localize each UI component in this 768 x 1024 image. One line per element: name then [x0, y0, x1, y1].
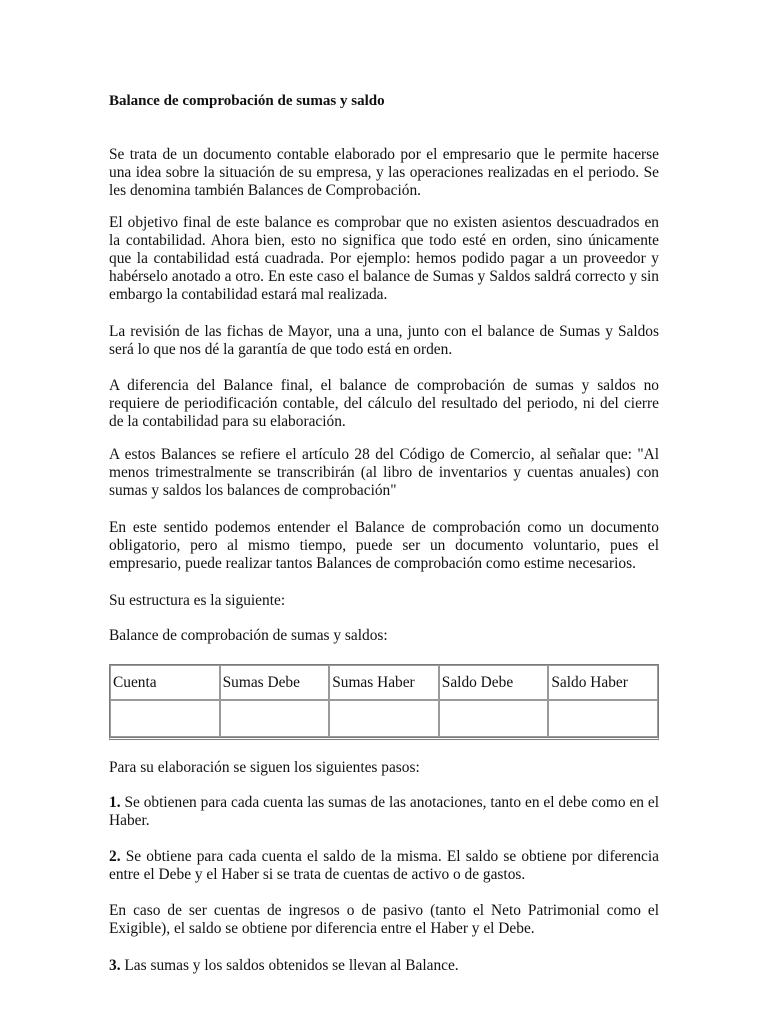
step-2 — [109, 848, 659, 884]
paragraph-definition: Se trata de un documento contable elaborado por el empresario que le permite hacerse una idea sobre la situación de su empresa, y las operaciones realizadas en el periodo. Se les denomina también Balances de Comprobación. — [109, 146, 659, 199]
document-title: Balance de comprobación de sumas y saldo — [109, 93, 385, 109]
table-header-cell: Saldo Haber — [548, 665, 658, 700]
step-number: 2. — [109, 848, 121, 865]
paragraph-income-liability-note: En caso de ser cuentas de ingresos o de pasivo (tanto el Neto Patrimonial como el Exigible), el saldo se obtiene por diferencia entre el Haber y el Debe. — [109, 902, 659, 937]
table-cell — [548, 700, 658, 737]
step-text: Las sumas y los saldos obtenidos se llevan al Balance. — [124, 957, 459, 974]
paragraph-steps-intro: Para su elaboración se siguen los siguientes pasos: — [109, 759, 420, 776]
table-row — [110, 700, 658, 737]
table-header-cell: Cuenta — [110, 665, 220, 700]
paragraph-difference: A diferencia del Balance final, el balance de comprobación de sumas y saldos no requiere de periodificación contable, del cálculo del resultado del periodo, ni del cierre de la contabilidad para su elaboración. — [109, 377, 659, 430]
table-cell — [110, 700, 220, 737]
paragraph-mayor-review: La revisión de las fichas de Mayor, una a una, junto con el balance de Sumas y Saldos será lo que nos dé la garantía de que todo está en orden. — [109, 323, 659, 358]
step-number: 1. — [109, 794, 121, 811]
table-header-cell: Saldo Debe — [439, 665, 549, 700]
table-cell — [439, 700, 549, 737]
paragraph-structure: Su estructura es la siguiente: — [109, 592, 286, 609]
paragraph-legal-reference: A estos Balances se refiere el artículo 28 del Código de Comercio, al señalar que: "Al menos trimestralmente se transcribirán (al libro de inventarios y cuentas anuales) con sumas y saldos los balances de comprobación" — [109, 446, 659, 499]
paragraph-objective: El objetivo final de este balance es comprobar que no existen asientos descuadrados en la contabilidad. Ahora bien, esto no significa que todo esté en orden, sino únicamente que la contabilidad está cuadrada. Por ejemplo: hemos podido pagar a un proveedor y habérselo anotado a otro. En este caso el balance de Sumas y Saldos saldrá correcto y sin embargo la contabilidad estará mal realizada. — [109, 214, 659, 303]
step-3 — [109, 957, 659, 975]
paragraph-obligation: En este sentido podemos entender el Balance de comprobación como un documento obligatorio, pero al mismo tiempo, puede ser un documento voluntario, pues el empresario, puede realizar tantos Balances de comprobación como estime necesarios. — [109, 519, 659, 572]
step-1 — [109, 794, 659, 830]
step-number: 3. — [109, 957, 121, 974]
step-text: Se obtiene para cada cuenta el saldo de la misma. El saldo se obtiene por diferencia entre el Debe y el Haber si se trata de cuentas de activo o de gastos. — [109, 848, 659, 883]
table-cell — [220, 700, 330, 737]
table-header-cell: Sumas Debe — [220, 665, 330, 700]
balance-table — [109, 664, 659, 740]
table-cell — [329, 700, 439, 737]
paragraph-table-caption: Balance de comprobación de sumas y saldos: — [109, 627, 388, 644]
table-header-row — [110, 665, 658, 700]
table-header-cell: Sumas Haber — [329, 665, 439, 700]
step-text: Se obtienen para cada cuenta las sumas de las anotaciones, tanto en el debe como en el Haber. — [109, 794, 659, 829]
